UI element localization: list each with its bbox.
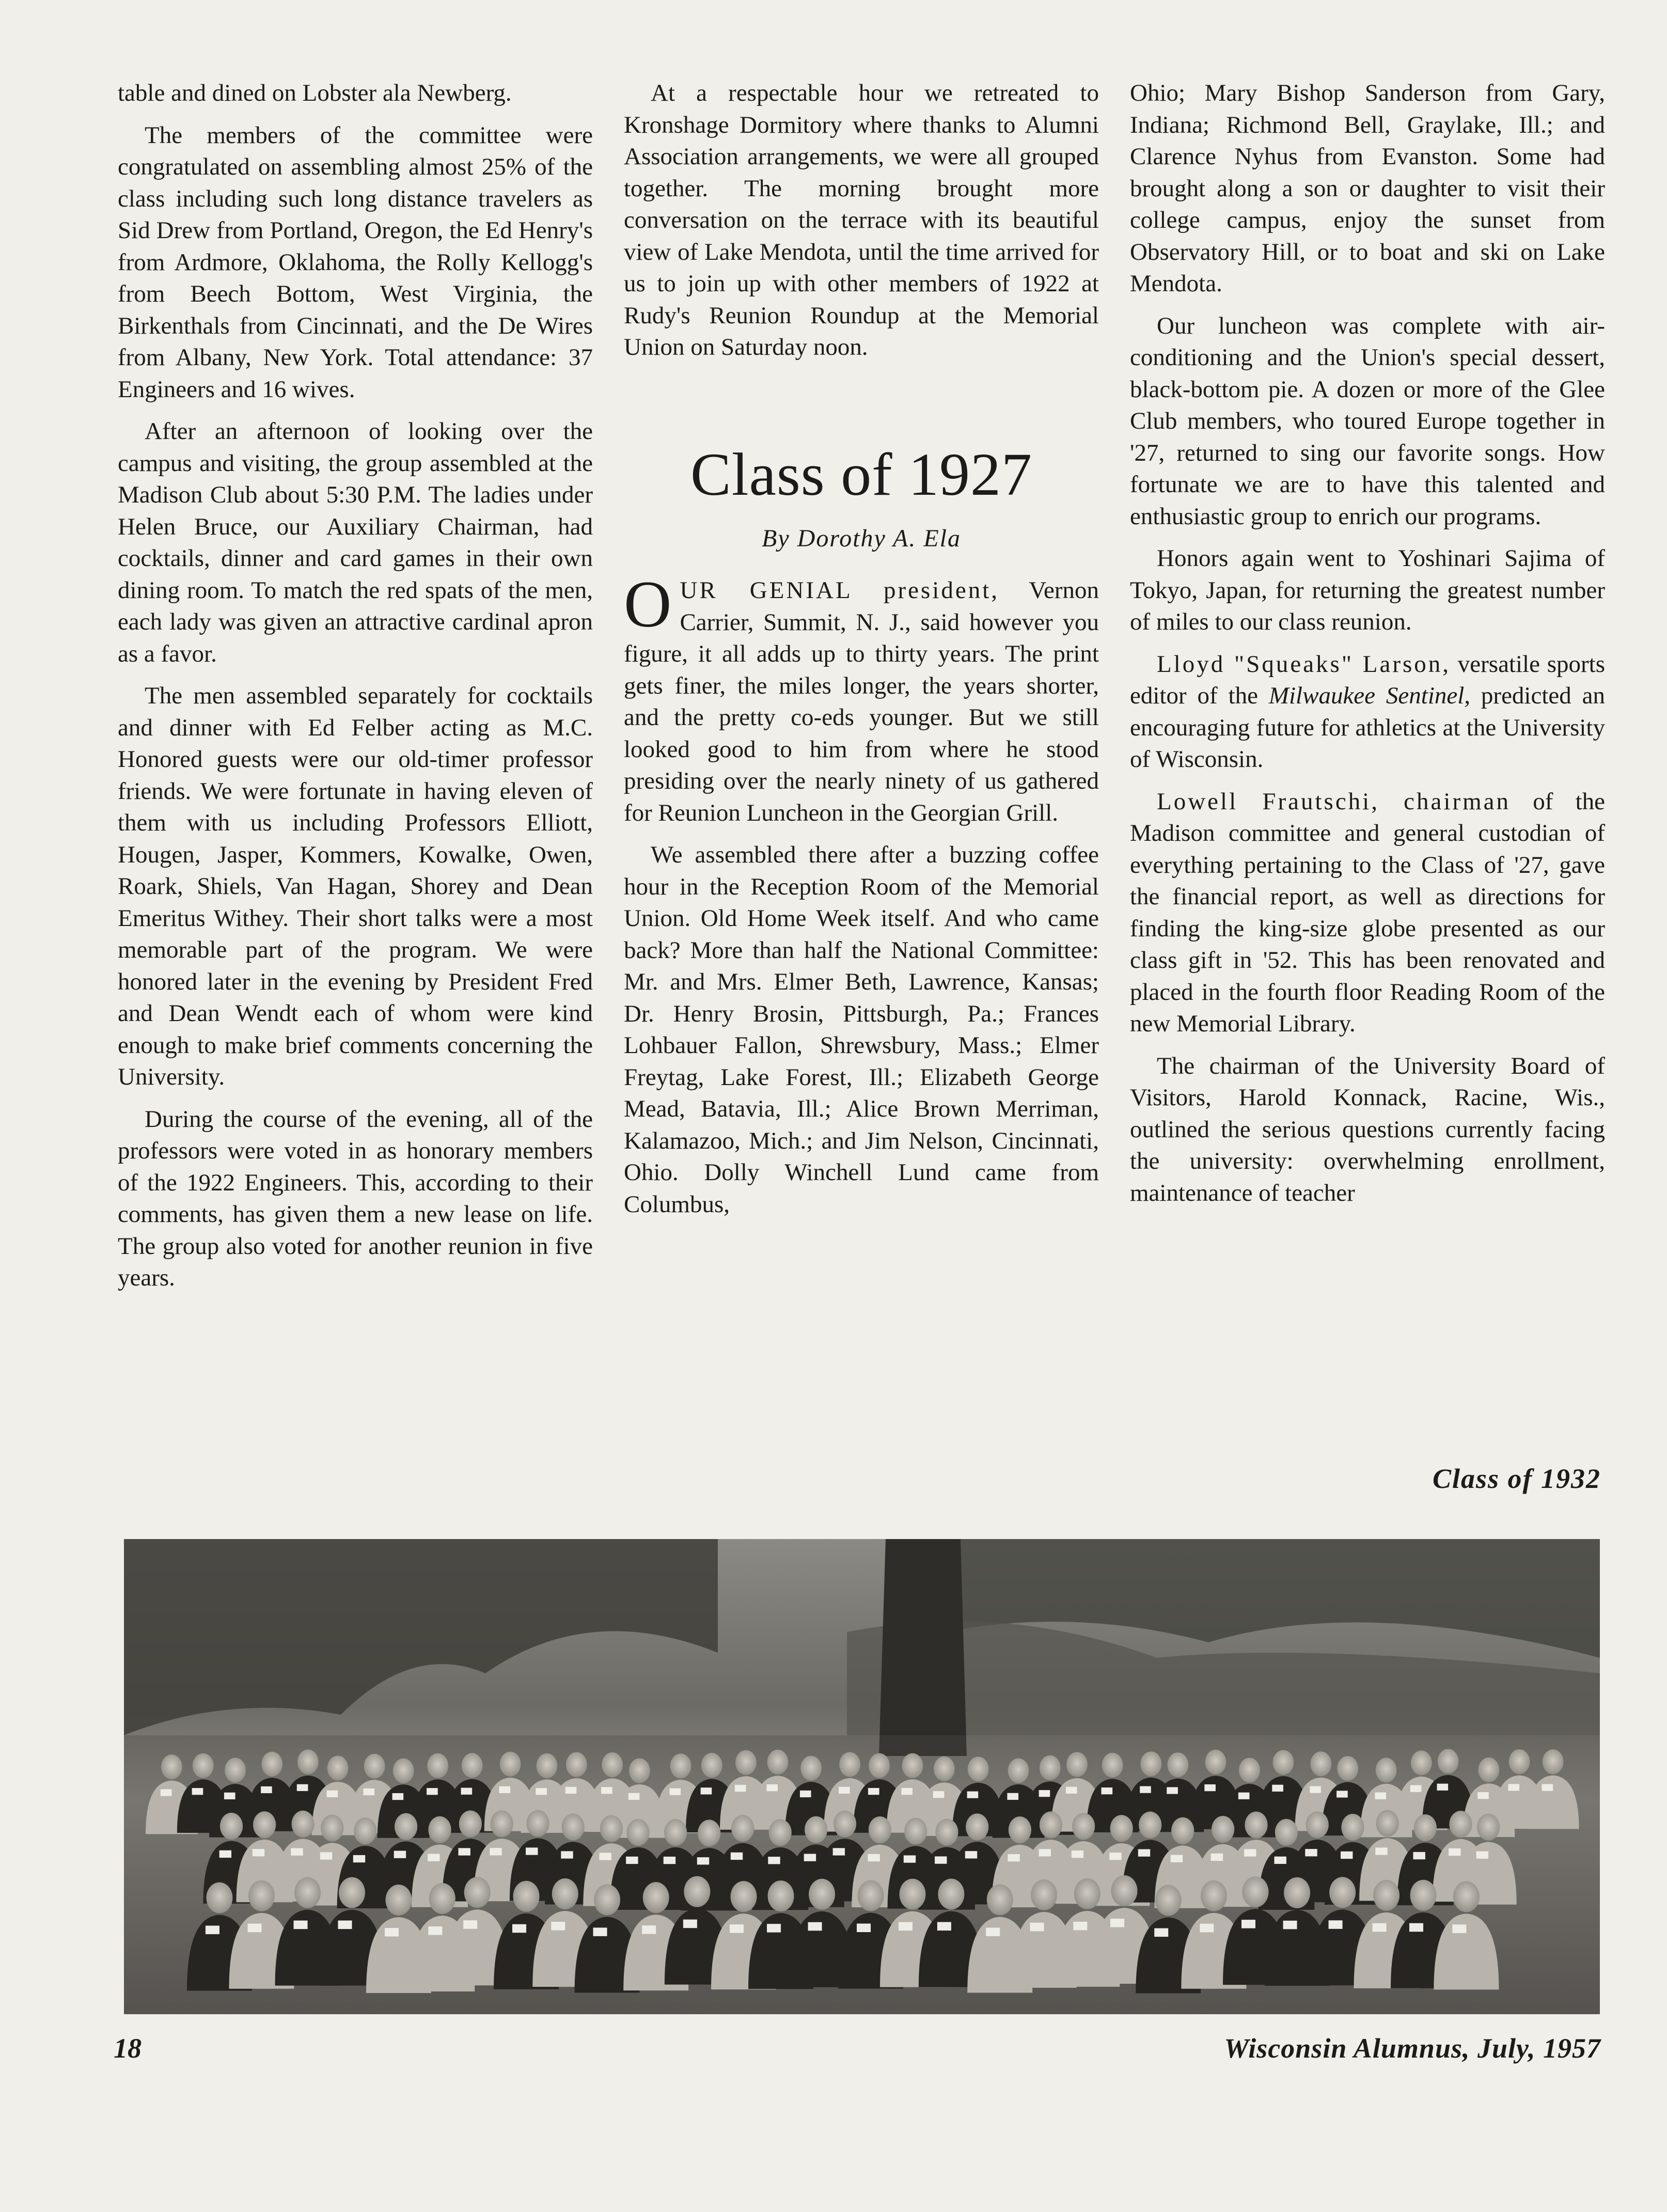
person-head (1167, 1752, 1188, 1777)
name-tag (463, 1920, 477, 1929)
person-head (1284, 1877, 1310, 1908)
person-head (809, 1879, 835, 1910)
person-head (225, 1758, 246, 1783)
person-head (1411, 1750, 1432, 1775)
name-tag (1409, 1923, 1423, 1932)
tree-trunk (879, 1539, 967, 1756)
name-tag (1073, 1922, 1087, 1931)
name-tag (1305, 1849, 1317, 1856)
person-head (1341, 1814, 1364, 1841)
paragraph: The chairman of the University Board of Visitors, Harold Konnack, Racine, Wis., outlined the serious questions currently facing the university: overwhelming enrollment, maintenance of teacher (1130, 1052, 1605, 1206)
person-head (297, 1750, 319, 1775)
person-head (1376, 1758, 1397, 1782)
person-head (1242, 1876, 1268, 1907)
name-tag (394, 1851, 406, 1858)
name-tag (1476, 1852, 1488, 1859)
person-head (858, 1880, 884, 1911)
person-head (339, 1877, 365, 1908)
page-number: 18 (114, 2033, 141, 2064)
name-tag (935, 1856, 947, 1863)
name-tag (1542, 1784, 1553, 1791)
name-tag (490, 1848, 501, 1855)
name-tag (833, 1848, 845, 1855)
paragraph-text: Vernon Carrier, Summit, N. J., said however you figure, it all adds up to thirty years. The print gets finer, the miles longer, the years shorter, and the pretty co-eds younger. But we still looked good to him from where he stood presiding over the nearly ninety of us gathered for Reunion Luncheon in the Georgian Grill. (624, 577, 1099, 826)
person-head (385, 1885, 412, 1916)
name-tag (1102, 1787, 1113, 1794)
person-head (698, 1819, 720, 1846)
person-head (768, 1880, 794, 1911)
name-tag (1336, 1791, 1348, 1797)
person-head (1040, 1755, 1061, 1780)
name-tag (1030, 1923, 1044, 1932)
person-head (664, 1819, 687, 1846)
name-tag (1140, 1786, 1151, 1793)
paragraph: After an afternoon of looking over the campus and visiting, the group assembled at the Madison Club about 5:30 P.M. The ladies under Helen Bruce, our Auxiliary Chairman, had cocktails, dinner and card games in their own dining room. To match the red spats of the men, each lady was given an attractive cardinal apron as a favor. (118, 418, 593, 667)
person-head (253, 1811, 276, 1838)
left-column (118, 77, 593, 1305)
person-head (206, 1882, 232, 1913)
name-tag (512, 1924, 526, 1933)
name-tag (1200, 1924, 1214, 1933)
name-tag (427, 1788, 438, 1795)
person-head (1072, 1813, 1095, 1840)
lead-in: UR GENIAL president, (680, 577, 1000, 604)
name-tag (1110, 1919, 1124, 1927)
name-tag (1138, 1849, 1150, 1856)
person-head (839, 1752, 860, 1777)
name-tag (1375, 1847, 1387, 1855)
person-head (1140, 1751, 1161, 1776)
name-tag (664, 1857, 675, 1864)
name-tag (1437, 1784, 1449, 1791)
person-head (643, 1882, 669, 1913)
person-head (968, 1756, 989, 1781)
name-tag (1204, 1784, 1216, 1791)
person-head (354, 1817, 376, 1844)
person-head (701, 1753, 722, 1778)
paragraph: The members of the committee were congratulated on assembling almost 25% of the class including such long distance travelers as Sid Drew from Portland, Oregon, the Ed Henry's from Ardmore, Oklahoma, the Rolly Kellogg's from Beech Bottom, West Virginia, the Birkenthals from Cincinnati, and the De Wires from Albany, New York. Total attendance: 37 Engineers and 16 wives. (118, 121, 593, 403)
name-tag (326, 1791, 338, 1797)
person-head (629, 1759, 650, 1783)
name-tag (1477, 1792, 1489, 1799)
person-head (684, 1876, 710, 1907)
name-tag (1449, 1848, 1460, 1856)
name-tag (1341, 1852, 1353, 1859)
person-head (500, 1752, 521, 1777)
person-head (626, 1819, 649, 1846)
name-tag (642, 1925, 656, 1934)
name-tag (899, 1922, 913, 1931)
name-tag (1283, 1921, 1297, 1929)
name-tag (767, 1924, 781, 1933)
name-tag (599, 1853, 611, 1860)
person-head (869, 1816, 891, 1843)
person-name: Lloyd "Squeaks" Larson, (1157, 650, 1451, 678)
name-tag (291, 1848, 303, 1856)
name-tag (297, 1784, 308, 1791)
person-head (935, 1819, 958, 1846)
name-tag (967, 1792, 979, 1798)
publication-line: Wisconsin Alumnus, July, 1957 (1224, 2033, 1601, 2064)
name-tag (428, 1854, 439, 1861)
person-head (429, 1883, 455, 1914)
name-tag (526, 1847, 538, 1855)
person-head (161, 1754, 182, 1779)
person-head (1329, 1877, 1356, 1908)
name-tag (731, 1853, 743, 1860)
person-head (1201, 1880, 1227, 1911)
person-name: Lowell Frautschi, chairman (1157, 788, 1511, 815)
person-head (670, 1753, 691, 1778)
person-head (562, 1814, 585, 1841)
person-head (1478, 1758, 1499, 1782)
person-head (769, 1819, 792, 1846)
person-head (1102, 1753, 1123, 1778)
name-tag (1072, 1850, 1083, 1858)
person-head (321, 1815, 343, 1842)
name-tag (1375, 1793, 1386, 1799)
name-tag (1244, 1849, 1256, 1856)
name-tag (1008, 1854, 1019, 1861)
person-head (1031, 1879, 1057, 1910)
name-tag (1508, 1784, 1519, 1791)
name-tag (253, 1849, 264, 1856)
middle-column (624, 77, 1099, 1231)
name-tag (697, 1857, 709, 1864)
person-head (1543, 1749, 1564, 1774)
name-tag (1413, 1852, 1425, 1859)
photo-caption: Class of 1932 (1432, 1463, 1601, 1494)
person-head (1306, 1811, 1329, 1838)
person-head (395, 1813, 417, 1840)
name-tag (461, 1788, 473, 1795)
name-tag (937, 1922, 951, 1931)
person-head (730, 1881, 757, 1912)
name-tag (458, 1848, 470, 1855)
name-tag (800, 1791, 811, 1797)
name-tag (626, 1857, 638, 1864)
name-tag (1238, 1793, 1250, 1799)
person-head (1477, 1814, 1500, 1841)
name-tag (565, 1787, 577, 1794)
person-head (491, 1810, 513, 1837)
person-head (735, 1750, 757, 1775)
person-head (987, 1884, 1013, 1915)
name-tag (161, 1789, 172, 1796)
person-head (537, 1753, 558, 1778)
person-head (767, 1750, 789, 1775)
name-tag (206, 1926, 219, 1935)
name-tag (804, 1854, 816, 1861)
person-head (327, 1755, 349, 1780)
name-tag (561, 1851, 573, 1858)
name-tag (683, 1920, 697, 1928)
person-head (1074, 1878, 1100, 1909)
paragraph-text: of the Madison committee and general custodian of everything pertaining to the Class of '27, gave the financial report, as well as directions for finding the king-size globe presented as our class gift in '52. This has been renovated and placed in the fourth floor Reading Room of the new Memorial Library. (1130, 788, 1605, 1037)
name-tag (735, 1785, 746, 1792)
person-head (1110, 1815, 1133, 1842)
person-head (1245, 1812, 1267, 1839)
name-tag (1109, 1853, 1121, 1860)
paragraph-text: versatile sports editor of the (1130, 650, 1605, 709)
name-tag (392, 1793, 404, 1800)
person-head (427, 1753, 448, 1778)
byline: By Dorothy A. Ela (762, 524, 961, 552)
paragraph: We assembled there after a buzzing coffee hour in the Reception Room of the Memorial Union. Old Home Week itself. And who came back? More than half the National Committee: Mr. and Mrs. Elmer Beth, Lawrence, Kansas; Dr. Henry Brosin, Pittsburgh, Pa.; Frances Lohbauer Fallon, Shrewsbury, Mass.; Elmer Freytag, Lake Forest, Ill.; Elizabeth George Mead, Batavia, Ill.; Alice Brown Merriman, Kalamazoo, Mich.; and Jim Nelson, Cincinnati, Ohio. Dolly Winchell Lund came from Columbus, (624, 841, 1099, 1218)
name-tag (320, 1852, 332, 1859)
name-tag (551, 1922, 565, 1931)
person-head (462, 1753, 483, 1778)
person-head (902, 1753, 923, 1778)
person-head (1438, 1749, 1459, 1774)
name-tag (1039, 1849, 1051, 1856)
name-tag (219, 1850, 231, 1858)
person-head (364, 1754, 385, 1779)
paragraph-text: predicted an encouraging future for athletics at the University of Wisconsin. (1130, 682, 1606, 773)
person-head (428, 1816, 451, 1843)
name-tag (768, 1857, 780, 1864)
paragraph (1130, 649, 1605, 776)
name-tag (601, 1787, 612, 1794)
article-headline: Class of 1927 (690, 440, 1032, 508)
name-tag (1007, 1793, 1018, 1800)
name-tag (1310, 1786, 1321, 1793)
paragraph: Our luncheon was complete with air-conditioning and the Union's special dessert, black-bottom pie. A dozen or more of the Glee Club members, who toured Europe together in '27, returned to sing our favorite songs. How fortunate we are to have this talented and enthusiastic group to enrich our programs. (1130, 312, 1605, 530)
person-head (1310, 1751, 1331, 1776)
name-tag (261, 1786, 272, 1793)
paragraph: Ohio; Mary Bishop Sanderson from Gary, Indiana; Richmond Bell, Graylake, Ill.; and Clarence Nyhus from Evanston. Some had brought along a son or daughter to visit their college campus, enjoy the sunset from Observatory Hill, or to boat and ski on Lake Mendota. (1130, 80, 1605, 297)
name-tag (1171, 1855, 1183, 1862)
name-tag (1039, 1790, 1050, 1797)
person-head (834, 1811, 856, 1838)
person-head (248, 1880, 275, 1911)
name-tag (1272, 1785, 1283, 1792)
name-tag (192, 1788, 203, 1795)
newspaper-title: Milwaukee Sentinel, (1268, 682, 1471, 709)
person-head (1410, 1880, 1437, 1911)
name-tag (1167, 1787, 1178, 1794)
person-head (552, 1878, 578, 1909)
name-tag (338, 1921, 352, 1929)
name-tag (224, 1793, 235, 1799)
name-tag (904, 1855, 916, 1862)
name-tag (868, 1854, 879, 1861)
person-head (594, 1884, 620, 1915)
paragraph: At a respectable hour we retreated to Kronshage Dormitory where thanks to Alumni Association arrangements, we were all grouped together. The morning brought more conversation on the terrace with its beautiful view of Lake Mendota, until the time arrived for us to join up with other members of 1922 at Rudy's Reunion Roundup at the Memorial Union on Saturday noon. (624, 80, 1099, 360)
name-tag (933, 1791, 945, 1798)
name-tag (986, 1927, 1000, 1936)
person-head (1414, 1814, 1437, 1841)
person-head (292, 1811, 314, 1838)
name-tag (868, 1788, 879, 1795)
person-head (1066, 1752, 1088, 1777)
paragraph: Honors again went to Yoshinari Sajima of Tokyo, Japan, for returning the greatest number of miles to our class reunion. (1130, 545, 1605, 635)
name-tag (1154, 1928, 1168, 1937)
person-head (1376, 1810, 1399, 1837)
person-head (966, 1813, 988, 1840)
person-head (602, 1752, 623, 1777)
person-head (934, 1756, 955, 1781)
name-tag (857, 1924, 871, 1933)
person-head (261, 1752, 282, 1777)
drop-cap: O (624, 568, 672, 641)
person-head (1337, 1756, 1358, 1781)
person-head (800, 1756, 822, 1781)
person-head (904, 1818, 927, 1845)
name-tag (766, 1784, 778, 1791)
name-tag (294, 1921, 308, 1929)
person-head (526, 1810, 549, 1837)
person-head (1373, 1880, 1399, 1911)
name-tag (1066, 1787, 1077, 1794)
name-tag (536, 1788, 547, 1795)
person-head (600, 1815, 623, 1842)
person-head (1111, 1875, 1138, 1906)
name-tag (353, 1855, 365, 1862)
name-tag (385, 1928, 399, 1937)
name-tag (1211, 1854, 1223, 1861)
person-head (193, 1753, 214, 1778)
person-head (1008, 1759, 1029, 1783)
name-tag (499, 1786, 510, 1793)
name-tag (701, 1787, 712, 1794)
name-tag (428, 1926, 442, 1935)
person-head (938, 1879, 964, 1910)
right-column (1130, 77, 1605, 1219)
name-tag (839, 1787, 850, 1794)
name-tag (965, 1851, 977, 1858)
name-tag (670, 1789, 681, 1795)
person-head (1040, 1811, 1062, 1838)
name-tag (1452, 1924, 1466, 1933)
paragraph: During the course of the evening, all of the professors were voted in as honorary members of the 1922 Engineers. This, according to their comments, has given them a new lease on life. The group also voted for another reunion in five years. (118, 1105, 593, 1291)
person-head (1009, 1816, 1031, 1843)
name-tag (248, 1924, 262, 1933)
person-head (1509, 1749, 1530, 1774)
person-head (459, 1811, 482, 1838)
person-head (869, 1753, 890, 1778)
person-head (513, 1881, 540, 1912)
person-head (393, 1759, 414, 1783)
person-head (1155, 1885, 1182, 1916)
person-head (1205, 1750, 1226, 1775)
name-tag (1241, 1920, 1255, 1928)
person-head (294, 1877, 321, 1908)
class-photo (124, 1539, 1600, 2014)
name-tag (364, 1789, 375, 1795)
person-head (1171, 1817, 1194, 1844)
person-head (220, 1813, 243, 1840)
name-tag (1373, 1923, 1387, 1932)
person-head (1449, 1811, 1472, 1838)
name-tag (901, 1788, 913, 1795)
person-head (1453, 1881, 1480, 1912)
name-tag (808, 1922, 822, 1931)
person-head (464, 1877, 491, 1908)
name-tag (730, 1924, 744, 1933)
person-head (1212, 1816, 1234, 1843)
name-tag (628, 1793, 640, 1800)
person-head (1273, 1750, 1294, 1775)
person-head (805, 1816, 827, 1843)
name-tag (1274, 1857, 1286, 1864)
person-head (1275, 1819, 1298, 1846)
person-head (1239, 1758, 1260, 1782)
person-head (731, 1815, 754, 1842)
name-tag (1410, 1785, 1422, 1792)
paragraph: table and dined on Lobster ala Newberg. (118, 80, 512, 106)
person-head (566, 1752, 587, 1777)
paragraph: The men assembled separately for cocktails and dinner with Ed Felber acting as M.C. Honored guests were our old-timer professor friends. We were fortunate in having eleven of them with us including Professors Elliott, Hougen, Jasper, Kommers, Kowalke, Owen, Roark, Shiels, Van Hagan, Shorey and Dean Emeritus Withey. Their short talks were a most memorable part of the program. We were honored later in the evening by President Fred and Dean Wendt each of whom were kind enough to make brief comments concerning the University. (118, 682, 593, 1090)
name-tag (593, 1927, 607, 1936)
paragraph (624, 568, 1099, 829)
paragraph (1130, 786, 1605, 1040)
person-head (899, 1879, 925, 1910)
person-head (1139, 1812, 1161, 1839)
name-tag (1329, 1920, 1343, 1929)
